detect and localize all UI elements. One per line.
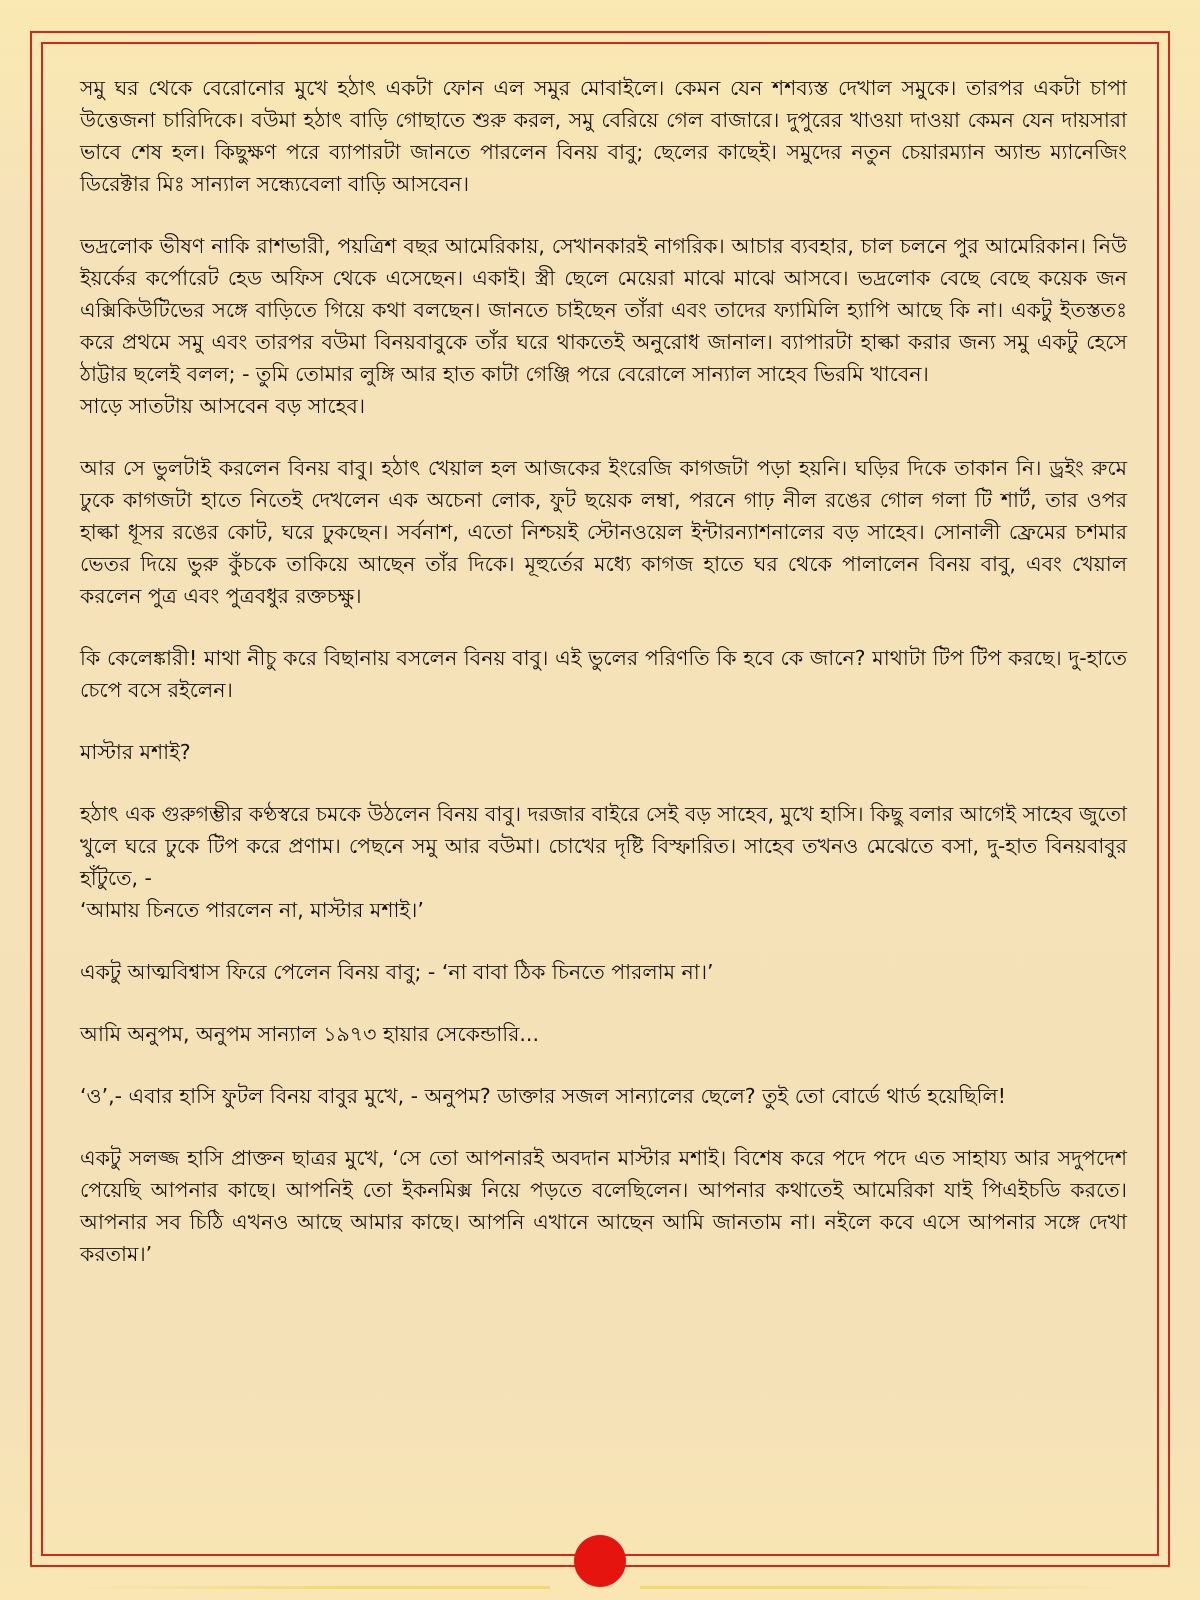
paragraph-9: ‘ও’,- এবার হাসি ফুটল বিনয় বাবুর মুখে, - অনুপম? ডাক্তার সজল সান্যালের ছেলে? তুই তো বোর্ডে থার্ড হয়েছিলি! (80, 1084, 1006, 1108)
paragraph-10: একটু সলজ্জ হাসি প্রাক্তন ছাত্রর মুখে, ‘সে তো আপনারই অবদান মাস্টার মশাই। বিশেষ করে পদে পদে এত সাহায্য আর সদুপদেশ পেয়েছি আপনার কাছে। আপনিই তো ইকনমিক্স নিয়ে পড়তে বলেছিলেন। আপনার কথাতেই আমেরিকা যাই পিএইচডি করতে। আপনার সব চিঠি এখনও আছে আমার কাছে। আপনি এখানে আছেন আমি জানতাম না। নইলে কবে এসে আপনার সঙ্গে দেখা করতাম।’ (80, 1146, 1127, 1266)
paragraph-2: ভদ্রলোক ভীষণ নাকি রাশভারী, পয়ত্রিশ বছর আমেরিকায়, সেখানকারই নাগরিক। আচার ব্যবহার, চাল চলনে পুর আমেরিকান। নিউ ইয়র্কের কর্পোরেট হেড অফিস থেকে এসেছেন। একাই। স্ত্রী ছেলে মেয়েরা মাঝে মাঝে আসবে। ভদ্রলোক বেছে বেছে কয়েক জন এক্সিকিউটিভের সঙ্গে বাড়িতে গিয়ে কথা বলছেন। জানতে চাইছেন তাঁরা এবং তাদের ফ্যামিলি হ্যাপি আছে কি না। একটু ইতস্ততঃ করে প্রথমে সমু এবং তারপর বউমা বিনয়বাবুকে তাঁর ঘরে থাকতেই অনুরোধ জানাল। ব্যাপারটা হাল্কা করার জন্য সমু একটু হেসে ঠাট্টার ছলেই বলল; - তুমি তোমার লুঙ্গি আর হাত কাটা গেঞ্জি পরে বেরোলে সান্যাল সাহেব ভিরমি খাবেন। সাড়ে সাতটায় আসবেন বড় সাহেব। (80, 234, 1127, 418)
paragraph-3: আর সে ভুলটাই করলেন বিনয় বাবু। হঠাৎ খেয়াল হল আজকের ইংরেজি কাগজটা পড়া হয়নি। ঘড়ির দিকে তাকান নি। ড্রইং রুমে ঢুকে কাগজটা হাতে নিতেই দেখলেন এক অচেনা লোক, ফুট ছয়েক লম্বা, পরনে গাঢ় নীল রঙের গোল গলা টি শার্ট, তার ওপর হাল্কা ধূসর রঙের কোট, ঘরে ঢুকছেন। সর্বনাশ, এতো নিশ্চয়ই স্টোনওয়েল ইন্টারন্যাশনালের বড় সাহেব। সোনালী ফ্রেমের চশমার ভেতর দিয়ে ভুরু কুঁচকে তাকিয়ে আছেন তাঁর দিকে। মূহুর্তের মধ্যে কাগজ হাতে ঘর থেকে পালালেন বিনয় বাবু, এবং খেয়াল করলেন পুত্র এবং পুত্রবধুর রক্তচক্ষু। (80, 456, 1127, 608)
paragraph-1: সমু ঘর থেকে বেরোনোর মুখে হঠাৎ একটা ফোন এল সমুর মোবাইলে। কেমন যেন শশব্যস্ত দেখাল সমুকে। তারপর একটা চাপা উত্তেজনা চারিদিকে। বউমা হঠাৎ বাড়ি গোছাতে শুরু করল, সমু বেরিয়ে গেল বাজারে। দুপুরের খাওয়া দাওয়া কেমন যেন দায়সারা ভাবে শেষ হল। কিছুক্ষণ পরে ব্যাপারটা জানতে পারলেন বিনয় বাবু; ছেলের কাছেই। সমুদের নতুন চেয়ারম্যান অ্যান্ড ম্যানেজিং ডিরেক্টার মিঃ সান্যাল সন্ধ্যেবেলা বাড়ি আসবেন। (80, 76, 1127, 196)
paragraph-7: একটু আত্মবিশ্বাস ফিরে পেলেন বিনয় বাবু; - ‘না বাবা ঠিক চিনতে পারলাম না।’ (80, 960, 714, 984)
paragraph-6: হঠাৎ এক গুরুগম্ভীর কণ্ঠস্বরে চমকে উঠলেন বিনয় বাবু। দরজার বাইরে সেই বড় সাহেব, মুখে হাসি। কিছু বলার আগেই সাহেব জুতো খুলে ঘরে ঢুকে টিপ করে প্রণাম। পেছনে সমু আর বউমা। চোখের দৃষ্টি বিস্ফারিত। সাহেব তখনও মেঝেতে বসা, দু-হাত বিনয়বাবুর হাঁটুতে, - ‘আমায় চিনতে পারলেন না, মাস্টার মশাই।’ (80, 802, 1127, 922)
footer-rule-right (640, 1586, 1120, 1589)
footer-ornament-dot (574, 1535, 626, 1587)
paragraph-8: আমি অনুপম, অনুপম সান্যাল ১৯৭৩ হায়ার সেকেন্ডারি... (80, 1022, 539, 1046)
footer-rule-left (80, 1586, 550, 1589)
paragraph-4: কি কেলেঙ্কারী! মাথা নীচু করে বিছানায় বসলেন বিনয় বাবু। এই ভুলের পরিণতি কি হবে কে জানে? মাথাটা টিপ টিপ করছে। দু-হাতে চেপে বসে রইলেন। (80, 646, 1127, 702)
story-text (80, 72, 1127, 1300)
paragraph-5: মাস্টার মশাই? (80, 740, 191, 764)
